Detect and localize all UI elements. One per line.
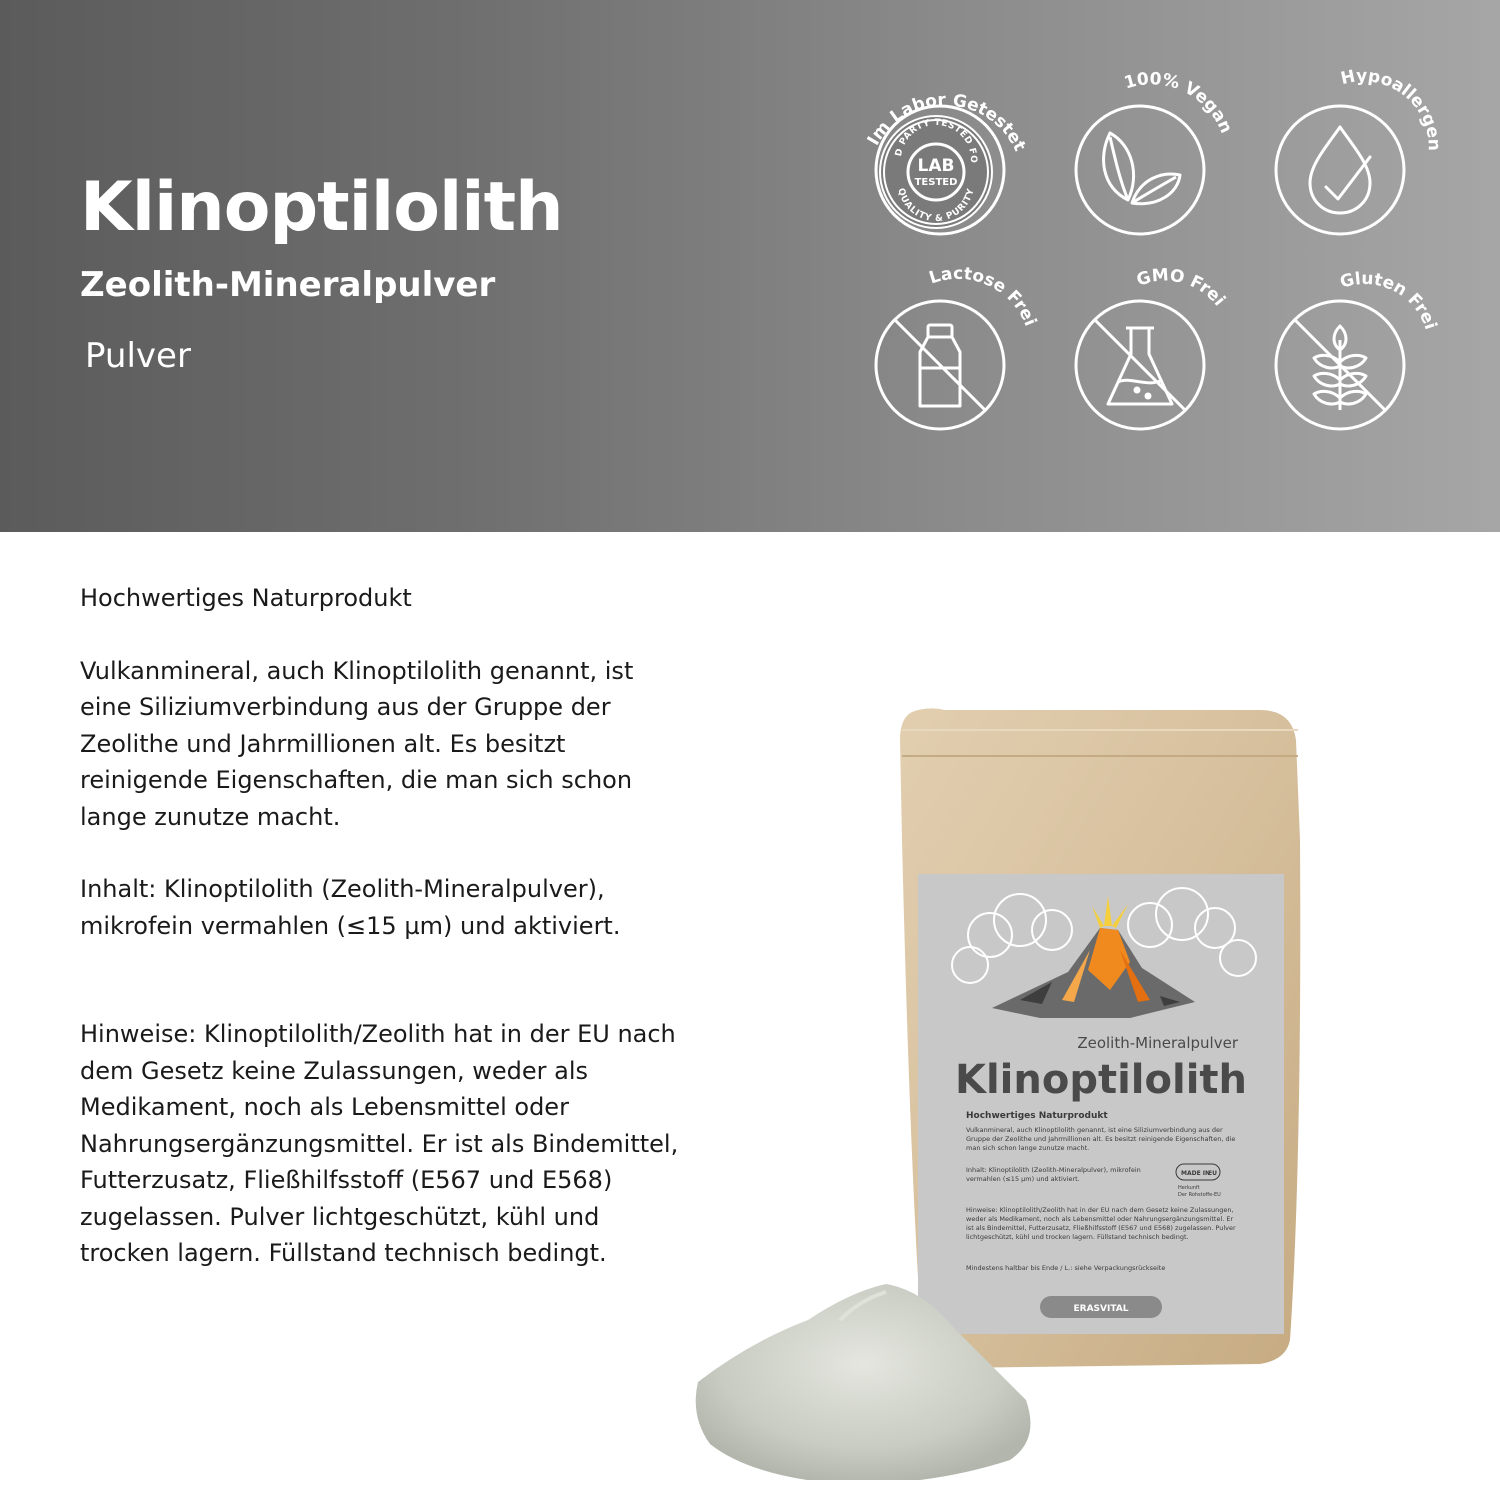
svg-text:lichtgeschützt, kühl und trock: lichtgeschützt, kühl und trocken lagern. Füllstand technisch bedingt. [966,1233,1189,1241]
leaves-icon [1104,133,1180,204]
badge-vegan [1040,69,1236,265]
svg-text:man sich schon lange zunutze m: man sich schon lange zunutze macht. [966,1144,1090,1152]
svg-text:Mindestens haltbar bis Ende /: Mindestens haltbar bis Ende / L.: siehe Verpackungsrückseite [966,1264,1166,1272]
lab-tested-seal-icon [836,68,993,229]
svg-text:ist als Bindemittel, Futterzus: ist als Bindemittel, Futterzusatz, Fließhilfsstoff (E567 und E568) zugelassen. Pulver [966,1224,1236,1232]
badge-lab-tested [836,68,1030,265]
svg-text:GMO Frei [1134,265,1229,310]
svg-text:MADE IN: MADE IN [1181,1170,1211,1177]
badge-hypoallergen [1240,66,1444,265]
svg-text:QUALITY & PURITY: QUALITY & PURITY [895,187,977,225]
product-label [918,874,1284,1334]
product-image [690,700,1310,1480]
header-banner [0,0,1500,532]
page-subtitle: Zeolith-Mineralpulver [80,265,496,305]
badge-label: Hypoallergen [1339,66,1444,152]
brand-logo [1040,1296,1162,1318]
page-title: Klinoptilolith [80,168,563,247]
svg-text:weder als Medikament, noch als: weder als Medikament, noch als Lebensmittel oder Nahrungsergänzungsmittel. Er [966,1215,1234,1223]
badge-label: 100% Vegan [1122,69,1236,137]
badge-label: GMO Frei [1134,265,1230,311]
description-text [80,580,690,1272]
intro-text: Hochwertiges Naturprodukt [80,584,412,612]
notes-paragraph: Hinweise: Klinoptilolith/Zeolith hat in der EU nach dem Gesetz keine Zulassungen, weder als Medikament, noch als Lebensmittel oder Nahrungsergänzungsmittel. Er ist als Bindemittel, Futterzusatz, Fließhilfsstoff (E567 und E568) zugelassen. Pulver lichtgeschützt, kühl und trocken lagern. Füllstand technisch bedingt. [80,1020,679,1267]
drop-check-icon [1310,127,1370,213]
ingredients-paragraph: Inhalt: Klinoptilolith (Zeolith-Mineralpulver), mikrofein vermahlen (≤15 µm) und aktiviert. [80,875,621,940]
svg-text:Hinweise: Klinoptilolith/Zeoli: Hinweise: Klinoptilolith/Zeolith hat in der EU nach dem Gesetz keine Zulassungen, [966,1206,1234,1214]
svg-text:Gruppe der Zeolithe und Jahrmi: Gruppe der Zeolithe und Jahrmillionen alt. Es besitzt reinigende Eigenschaften, die [966,1135,1236,1143]
product-form: Pulver [85,336,191,376]
description-paragraph: Vulkanmineral, auch Klinoptilolith genannt, ist eine Siliziumverbindung aus der Gruppe der Zeolithe und Jahrmillionen alt. Es besitzt reinigende Eigenschaften, die man sich schon lange zunutze macht. [80,656,634,831]
badge-label: Im Labor Getestet [863,90,1030,155]
svg-text:Zeolith-Mineralpulver: Zeolith-Mineralpulver [1077,1034,1238,1052]
badge-lactose-free [840,263,1041,460]
svg-text:3RD PARTY TESTED FOR: 3RD PARTY TESTED FOR [836,68,979,164]
badge-label: Gluten Frei [1337,268,1441,333]
svg-text:Inhalt: Klinoptilolith (Zeolit: Inhalt: Klinoptilolith (Zeolith-Mineralpulver), mikrofein [966,1166,1141,1174]
svg-text:EU: EU [1208,1170,1217,1177]
wheat-icon [1314,326,1366,410]
badge-gmo-free [1040,265,1230,460]
svg-text:Der Rohstoffe-EU: Der Rohstoffe-EU [1178,1192,1221,1198]
svg-text:LAB: LAB [917,156,955,176]
svg-text:vermahlen (≤15 µm) und aktivie: vermahlen (≤15 µm) und aktiviert. [966,1175,1080,1183]
svg-text:Herkunft: Herkunft [1178,1185,1200,1191]
svg-text:100% Vegan [1122,69,1236,136]
svg-text:Hochwertiges Naturprodukt: Hochwertiges Naturprodukt [966,1111,1108,1121]
svg-text:ERASVITAL: ERASVITAL [1073,1304,1129,1314]
badge-label: Lactose Frei [926,263,1041,329]
svg-text:Vulkanmineral, auch Klinoptilo: Vulkanmineral, auch Klinoptilolith genannt, ist eine Siliziumverbindung aus der [966,1126,1223,1134]
svg-text:TESTED: TESTED [914,177,958,188]
svg-text:Klinoptilolith: Klinoptilolith [954,1057,1248,1103]
badge-gluten-free [1240,268,1441,460]
